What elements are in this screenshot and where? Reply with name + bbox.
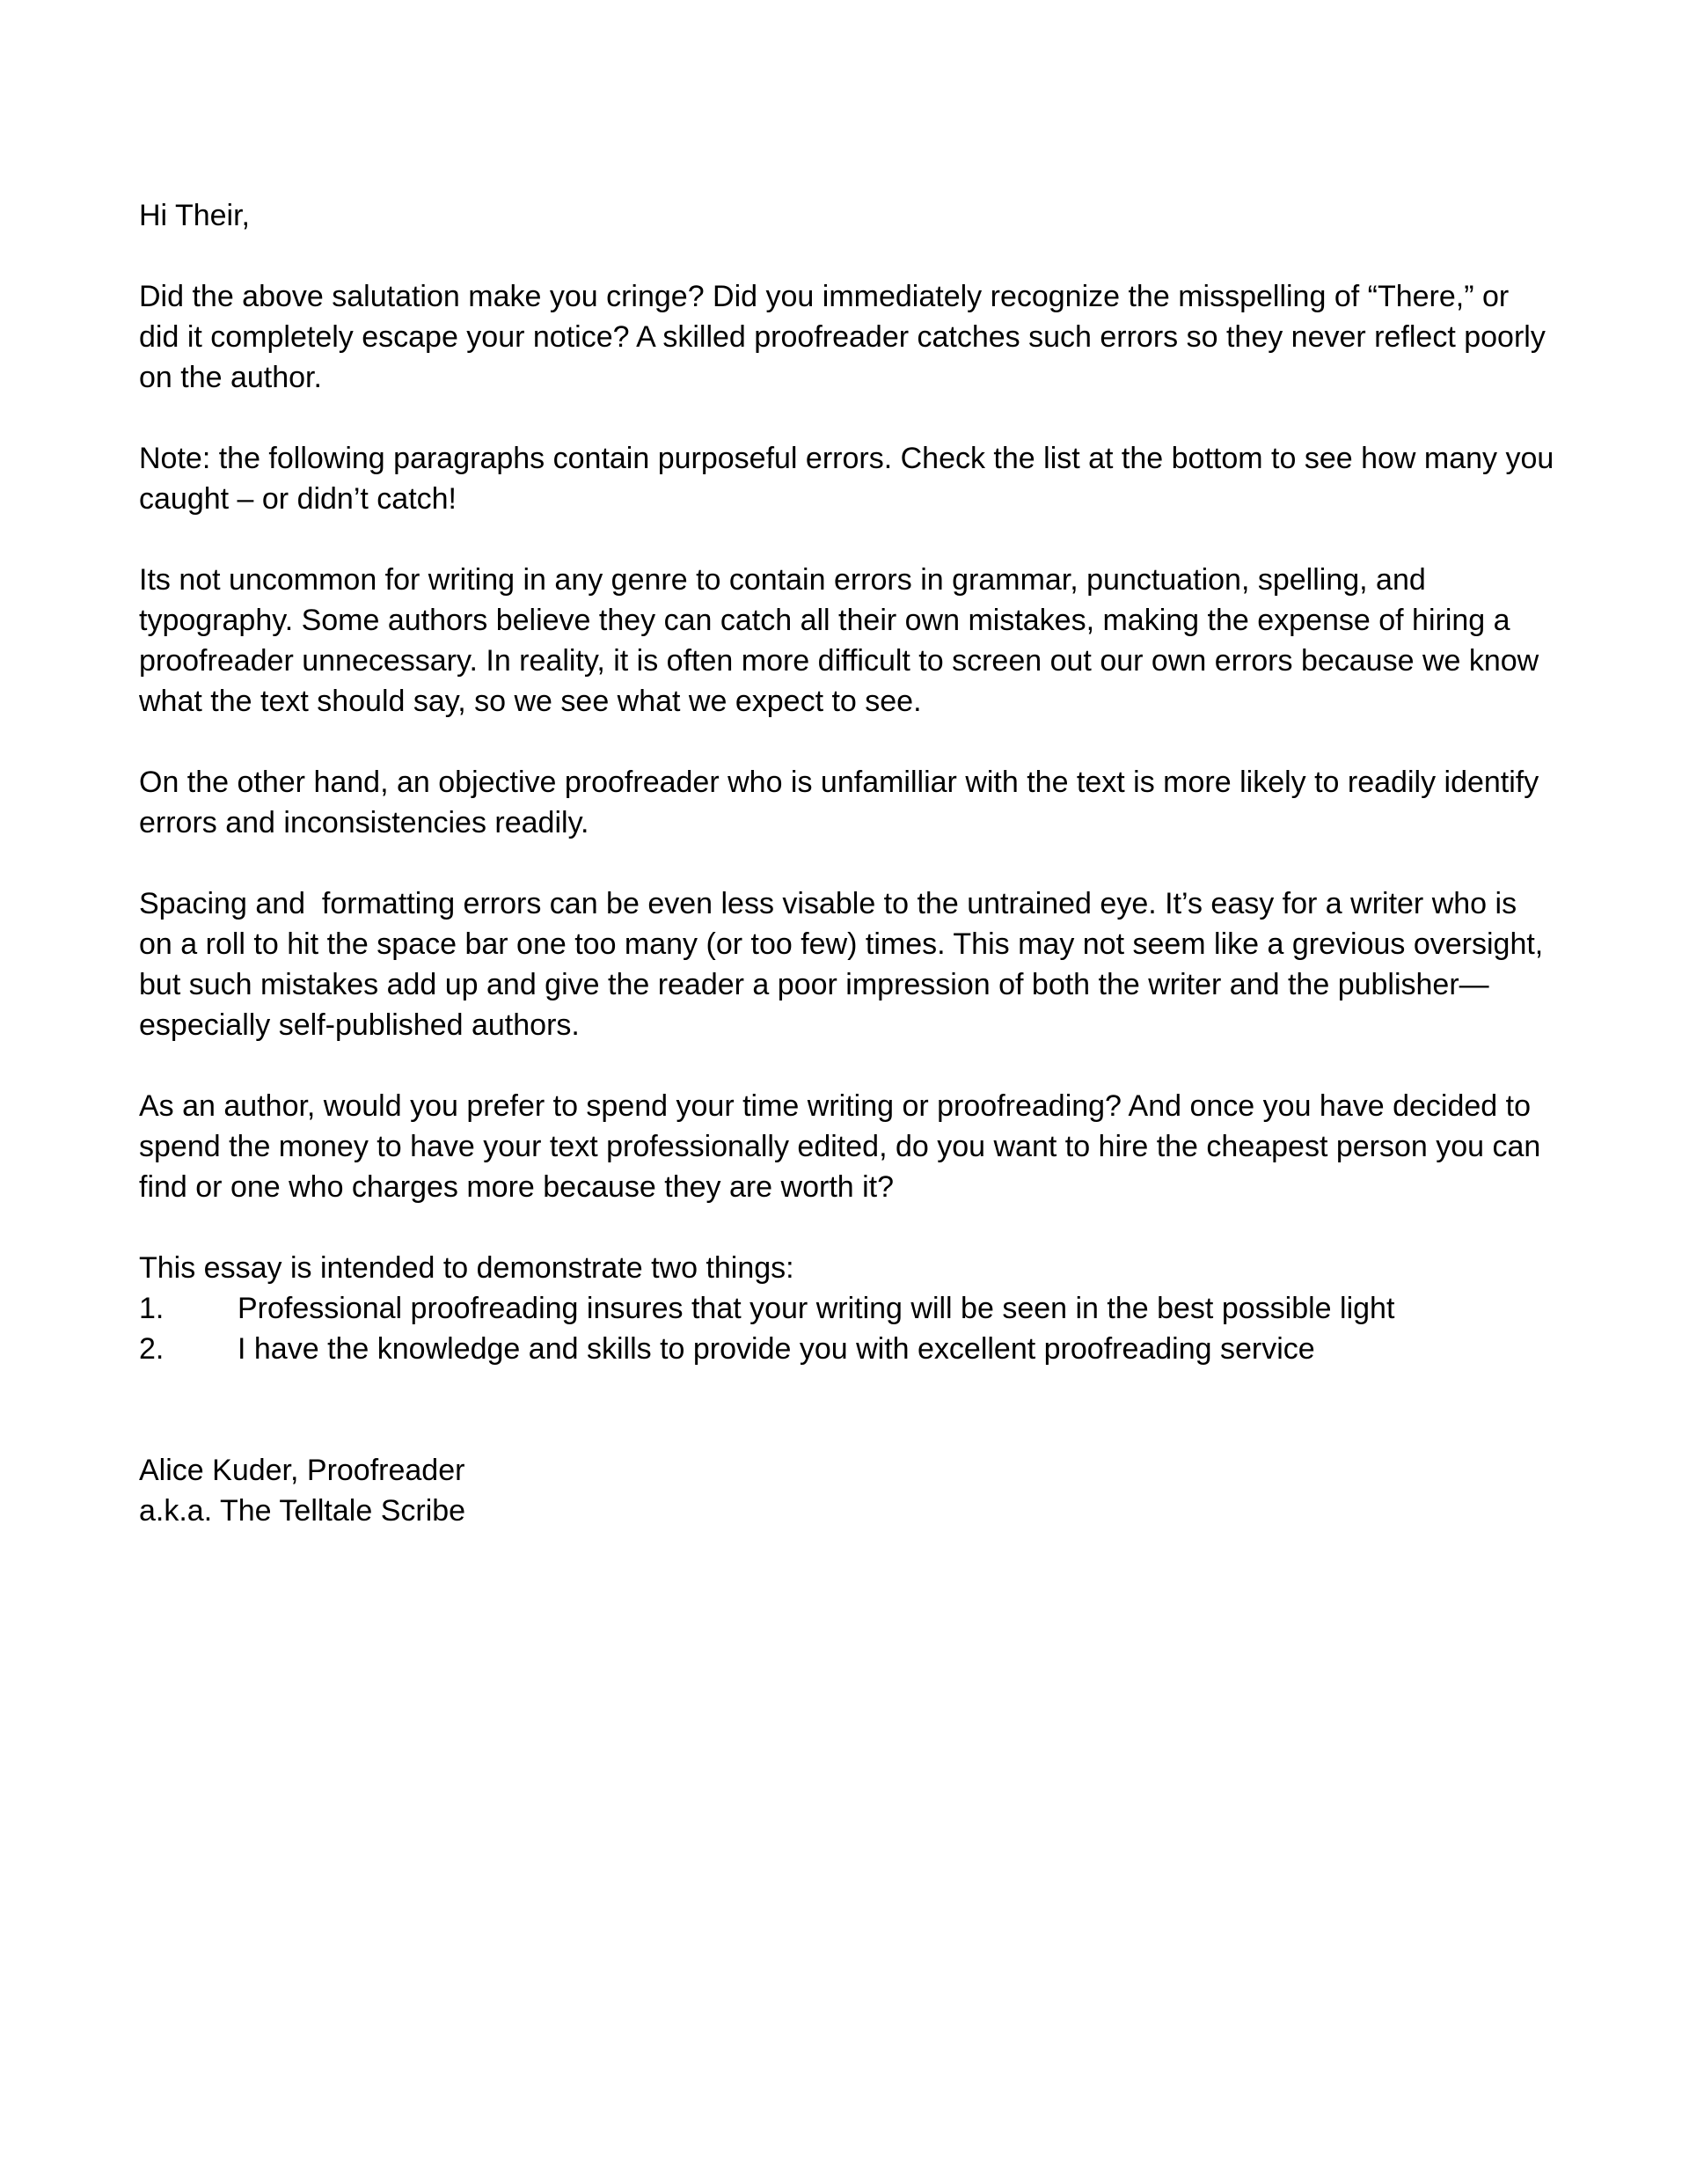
list-item <box>139 1329 1555 1369</box>
paragraph-intro: Did the above salutation make you cringe? Did you immediately recognize the misspelling of “There,” or did it completely escape your notice? A skilled proofreader catches such errors so they never reflect poorly on the author. <box>139 280 1554 394</box>
paragraph-note: Note: the following paragraphs contain purposeful errors. Check the list at the bottom to see how many you caught – or didn’t catch! <box>139 442 1562 516</box>
paragraph-spacing-errors: Spacing and formatting errors can be even less visable to the untrained eye. It’s easy for a writer who is on a roll to hit the space bar one too many (or too few) times. This may not seem like a grevious oversight, but such mistakes add up and give the reader a poor impression of both the writer and the publisher—especially self-published authors. <box>139 887 1552 1042</box>
list-item <box>139 1288 1555 1329</box>
letter-body <box>139 195 1562 1531</box>
demonstration-list <box>139 1288 1555 1369</box>
list-item-number: 1. <box>139 1292 165 1325</box>
list-item-text: Professional proofreading insures that your writing will be seen in the best possible light <box>238 1292 1395 1325</box>
paragraph-author-question: As an author, would you prefer to spend your time writing or proofreading? And once you have decided to spend the money to have your text professionally edited, do you want to hire the cheapest person you can find or one who charges more because they are worth it? <box>139 1089 1549 1204</box>
list-item-number: 2. <box>139 1332 165 1366</box>
paragraph-common-errors: Its not uncommon for writing in any genre to contain errors in grammar, punctuation, spelling, and typography. Some authors believe they can catch all their own mistakes, making the expense of hiring a proofreader unnecessary. In reality, it is often more difficult to screen out our own errors because we know what the text should say, so we see what we expect to see. <box>139 563 1547 718</box>
salutation: Hi Their, <box>139 199 250 232</box>
paragraph-objective-proofreader: On the other hand, an objective proofreader who is unfamilliar with the text is more likely to readily identify errors and inconsistencies readily. <box>139 766 1547 839</box>
signature-block <box>139 1450 1555 1531</box>
signature-aka: a.k.a. The Telltale Scribe <box>139 1494 466 1528</box>
signature-name: Alice Kuder, Proofreader <box>139 1454 465 1487</box>
list-item-text: I have the knowledge and skills to provide you with excellent proofreading service <box>238 1332 1315 1366</box>
list-intro: This essay is intended to demonstrate two things: <box>139 1251 794 1285</box>
